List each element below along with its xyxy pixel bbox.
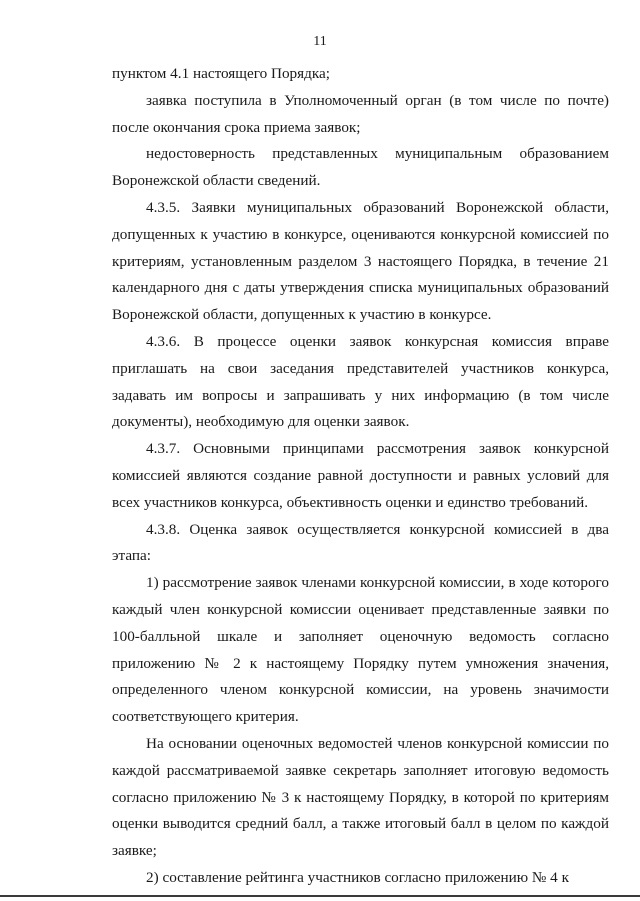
paragraph: недостоверность представленных муниципальным образованием Воронежской области сведений. bbox=[112, 145, 609, 190]
paragraph: На основании оценочных ведомостей членов конкурсной комиссии по каждой рассматриваемой заявке секретарь заполняет итоговую ведомость согласно приложению № 3 к настоящему Порядку, в которой по критериям оценки выводится средний балл, а также итоговый балл в целом по каждой заявке; bbox=[112, 734, 609, 860]
paragraph: 1) рассмотрение заявок членами конкурсной комиссии, в ходе которого каждый член конкурсной комиссии оценивает представленные заявки по 100-балльной шкале и заполняет оценочную ведомость согласно приложению № 2 к настоящему Порядку путем умножения значения, определенного членом конкурсной комиссии, на уровень значимости соответствующего критерия. bbox=[112, 574, 609, 726]
paragraph: 4.3.8. Оценка заявок осуществляется конкурсной комиссией в два этапа: bbox=[112, 520, 609, 565]
scan-edge-divider bbox=[0, 895, 640, 897]
paragraph: заявка поступила в Уполномоченный орган (в том числе по почте) после окончания срока приема заявок; bbox=[112, 91, 609, 136]
paragraph: 4.3.5. Заявки муниципальных образований Воронежской области, допущенных к участию в конкурсе, оцениваются конкурсной комиссией по критериям, установленным разделом 3 настоящего Порядка, в течение 21 календарного дня с даты утверждения списка муниципальных образований Воронежской области, допущенных к участию в конкурсе. bbox=[112, 198, 609, 324]
document-body bbox=[112, 61, 609, 892]
paragraph: 4.3.6. В процессе оценки заявок конкурсная комиссия вправе приглашать на свои заседания представителей участников конкурса, задавать им вопросы и запрашивать у них информацию (в том числе документы), необходимую для оценки заявок. bbox=[112, 332, 609, 431]
page-number: 11 bbox=[313, 34, 327, 49]
paragraph: пунктом 4.1 настоящего Порядка; bbox=[112, 65, 330, 82]
paragraph: 4.3.7. Основными принципами рассмотрения заявок конкурсной комиссией являются создание равной доступности и равных условий для всех участников конкурса, объективность оценки и единство требований. bbox=[112, 440, 609, 511]
paragraph: 2) составление рейтинга участников согласно приложению № 4 к bbox=[146, 868, 569, 886]
